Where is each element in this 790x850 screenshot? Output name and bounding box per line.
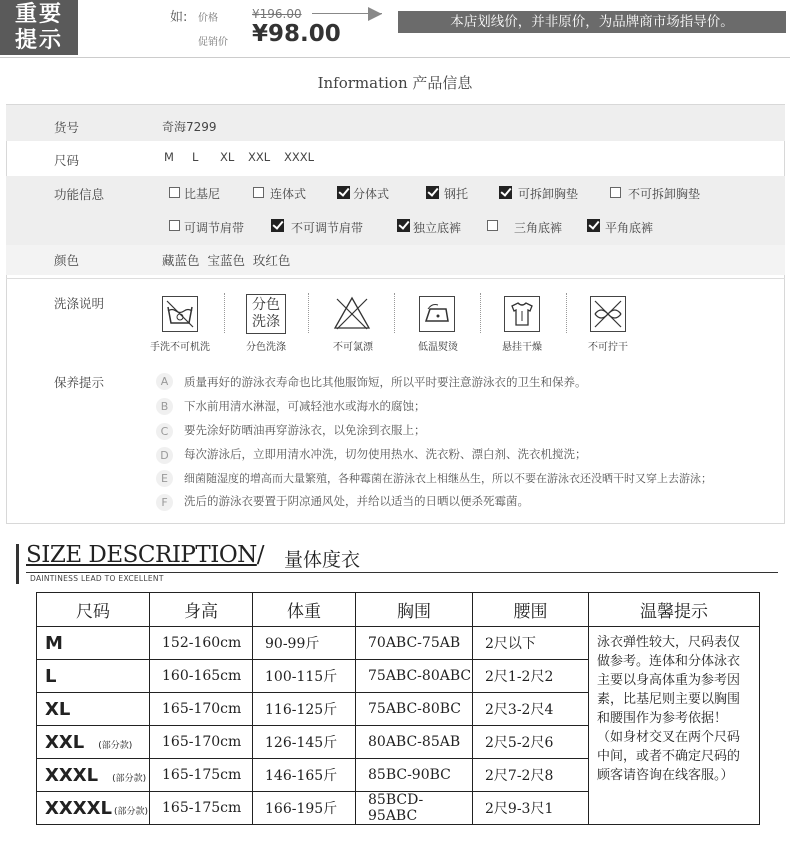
size-XXXL: XXXL (284, 150, 315, 164)
checkbox-underwire-checked (426, 186, 437, 197)
size-code: XXXXL (45, 797, 112, 819)
example-label: 如: (170, 10, 188, 25)
cell-waist: 2尺3-2尺4 (473, 693, 589, 726)
feature-label: 功能信息 (54, 187, 105, 202)
wash-glyph: 分色 (252, 297, 280, 313)
size-title-cn: 量体度衣 (284, 549, 361, 571)
price-label: 价格 (198, 13, 218, 24)
size-code: XXL (45, 731, 85, 753)
no-wring-icon (590, 296, 626, 332)
size-M: M (164, 150, 174, 164)
cell-size (37, 660, 150, 693)
checkbox-boxer-bottom-checked (587, 219, 598, 230)
checkbox-fixed-strap-checked (271, 219, 282, 230)
cell-weight: 166-195斤 (253, 792, 356, 825)
cell-waist: 2尺7-2尺8 (473, 759, 589, 792)
size-title-slash: / (256, 542, 265, 568)
important-notice-label (0, 0, 78, 55)
size-code: L (45, 665, 57, 687)
separator (480, 293, 481, 333)
wash-caption: 低温熨烫 (418, 342, 458, 353)
wash-caption: 分色洗涤 (246, 342, 286, 353)
separator (566, 293, 567, 333)
wash-caption: 不可拧干 (588, 342, 628, 353)
cell-size (37, 627, 150, 660)
cell-height: 165-170cm (150, 726, 253, 759)
cell-size (37, 726, 150, 759)
cell-size (37, 759, 150, 792)
wash-caption: 不可氯漂 (333, 342, 373, 353)
cell-chest: 80ABC-85AB (356, 726, 473, 759)
feature-text: 连体式 (270, 187, 307, 201)
size-title-en: SIZE DESCRIPTION (26, 542, 257, 568)
size-note: (部分款) (98, 740, 133, 751)
header-waist: 腰围 (473, 593, 589, 627)
no-bleach-icon (333, 295, 369, 331)
header-size: 尺码 (37, 593, 150, 627)
cell-height: 152-160cm (150, 627, 253, 660)
cell-chest: 75ABC-80BC (356, 693, 473, 726)
cell-waist: 2尺1-2尺2 (473, 660, 589, 693)
header-height: 身高 (150, 593, 253, 627)
notice-label-line2: 提示 (14, 28, 63, 53)
wash-caption: 悬挂干燥 (502, 342, 542, 353)
checkbox-onepiece (253, 187, 264, 198)
cell-height: 165-170cm (150, 693, 253, 726)
feature-text: 不可拆卸胸垫 (628, 187, 701, 201)
cell-weight: 100-115斤 (253, 660, 356, 693)
cell-waist: 2尺以下 (473, 627, 589, 660)
care-bullet: F (156, 494, 173, 511)
cell-waist: 2尺9-3尺1 (473, 792, 589, 825)
checkbox-separate-bottom-checked (397, 219, 408, 230)
divider (26, 572, 778, 573)
separator (394, 293, 395, 333)
promo-label: 促销价 (198, 37, 228, 48)
care-bullet: B (156, 398, 173, 415)
row-bg (6, 245, 785, 275)
cell-size (37, 693, 150, 726)
hang-dry-icon (504, 296, 540, 332)
wash-caption: 手洗不可机洗 (150, 342, 210, 353)
feature-text: 分体式 (353, 187, 390, 201)
cell-height: 165-175cm (150, 792, 253, 825)
care-text: 细菌随湿度的增高而大量繁殖，各种霉菌在游泳衣上相继丛生，所以不要在游泳衣还没晒干时又穿上去游泳； (184, 472, 712, 485)
feature-text: 钢托 (444, 187, 469, 201)
wash-separately-icon (246, 294, 286, 334)
cell-chest: 85BC-90BC (356, 759, 473, 792)
care-bullet: C (156, 423, 173, 440)
size-L: L (192, 150, 199, 164)
table-row (37, 627, 760, 660)
checkbox-removable-pad-checked (499, 186, 510, 197)
header-chest: 胸围 (356, 593, 473, 627)
no-machine-wash-icon (162, 296, 198, 332)
promo-price: ¥98.00 (252, 21, 341, 47)
care-bullet: A (156, 373, 173, 390)
care-text: 每次游泳后，立即用清水冲洗，切勿使用热水、洗衣粉、漂白剂、洗衣机搅洗； (184, 447, 587, 461)
care-label: 保养提示 (54, 375, 105, 390)
sku-value: 奇海7299 (162, 120, 217, 134)
original-price: ¥196.00 (252, 7, 302, 21)
cell-chest: 75ABC-80ABC (356, 660, 473, 693)
info-section-title: Information 产品信息 (317, 74, 473, 92)
color-label: 颜色 (54, 253, 80, 268)
size-tip: 泳衣弹性较大，尺码表仅做参考。连体和分体泳衣主要以身高体重为参考因素，比基尼则主要以胸围和腰围作为参考依据！（如身材交叉在两个尺码中间，或者不确定尺码的顾客请咨询在线客服。） (589, 627, 760, 825)
checkbox-triangle-bottom (487, 220, 498, 231)
divider (0, 57, 790, 58)
cell-weight: 116-125斤 (253, 693, 356, 726)
feature-text: 三角底裤 (514, 221, 563, 235)
table-header-row (37, 593, 760, 627)
header-weight: 体重 (253, 593, 356, 627)
title-accent-bar (16, 544, 19, 584)
price-disclaimer: 本店划线价，并非原价，为品牌商市场指导价。 (398, 11, 786, 33)
care-text: 洗后的游泳衣要置于阴凉通风处，并给以适当的日晒以便杀死霉菌。 (184, 494, 529, 508)
divider (6, 278, 785, 279)
separator (308, 293, 309, 333)
row-bg (6, 105, 785, 141)
feature-text: 比基尼 (184, 187, 221, 201)
care-text: 要先涂好防晒油再穿游泳衣，以免涂到衣服上； (184, 423, 426, 437)
size-note: (部分款) (112, 773, 147, 784)
cell-size (37, 792, 150, 825)
cell-waist: 2尺5-2尺6 (473, 726, 589, 759)
checkbox-twopiece-checked (337, 186, 348, 197)
size-XL: XL (220, 150, 235, 164)
low-iron-icon (419, 296, 455, 332)
feature-text: 独立底裤 (413, 221, 462, 235)
cell-height: 160-165cm (150, 660, 253, 693)
size-table (36, 592, 760, 825)
cell-chest: 85BCD-95ABC (356, 792, 473, 825)
cell-height: 165-175cm (150, 759, 253, 792)
size-subtitle: DAINTINESS LEAD TO EXCELLENT (30, 574, 164, 583)
wash-label: 洗涤说明 (54, 296, 105, 311)
sku-label: 货号 (54, 120, 80, 135)
size-title (26, 542, 264, 568)
cell-chest: 70ABC-75AB (356, 627, 473, 660)
cell-weight: 146-165斤 (253, 759, 356, 792)
color-values: 藏蓝色 宝蓝色 玫红色 (162, 253, 291, 268)
care-bullet: D (156, 447, 173, 464)
size-code: XXXL (45, 764, 99, 786)
size-code: M (45, 632, 63, 654)
arrow-right-icon (368, 7, 382, 21)
checkbox-adjustable-strap (169, 220, 180, 231)
wash-glyph: 洗涤 (252, 314, 280, 330)
checkbox-bikini (169, 187, 180, 198)
feature-text: 可调节肩带 (184, 221, 245, 235)
cell-weight: 90-99斤 (253, 627, 356, 660)
notice-label-line1: 重要 (14, 2, 63, 27)
size-code: XL (45, 698, 71, 720)
cell-weight: 126-145斤 (253, 726, 356, 759)
size-label: 尺码 (54, 153, 80, 168)
header-tip: 温馨提示 (589, 593, 760, 627)
size-note: (部分款) (113, 806, 149, 817)
separator (224, 293, 225, 333)
care-text: 质量再好的游泳衣寿命也比其他服饰短，所以平时要注意游泳衣的卫生和保养。 (184, 375, 587, 389)
size-XXL: XXL (248, 150, 271, 164)
care-bullet: E (156, 470, 173, 487)
feature-text: 不可调节肩带 (291, 221, 364, 235)
checkbox-fixed-pad (610, 187, 621, 198)
feature-text: 平角底裤 (605, 221, 654, 235)
care-text: 下水前用清水淋湿，可减轻池水或海水的腐蚀； (184, 399, 426, 413)
feature-text: 可拆卸胸垫 (518, 187, 579, 201)
